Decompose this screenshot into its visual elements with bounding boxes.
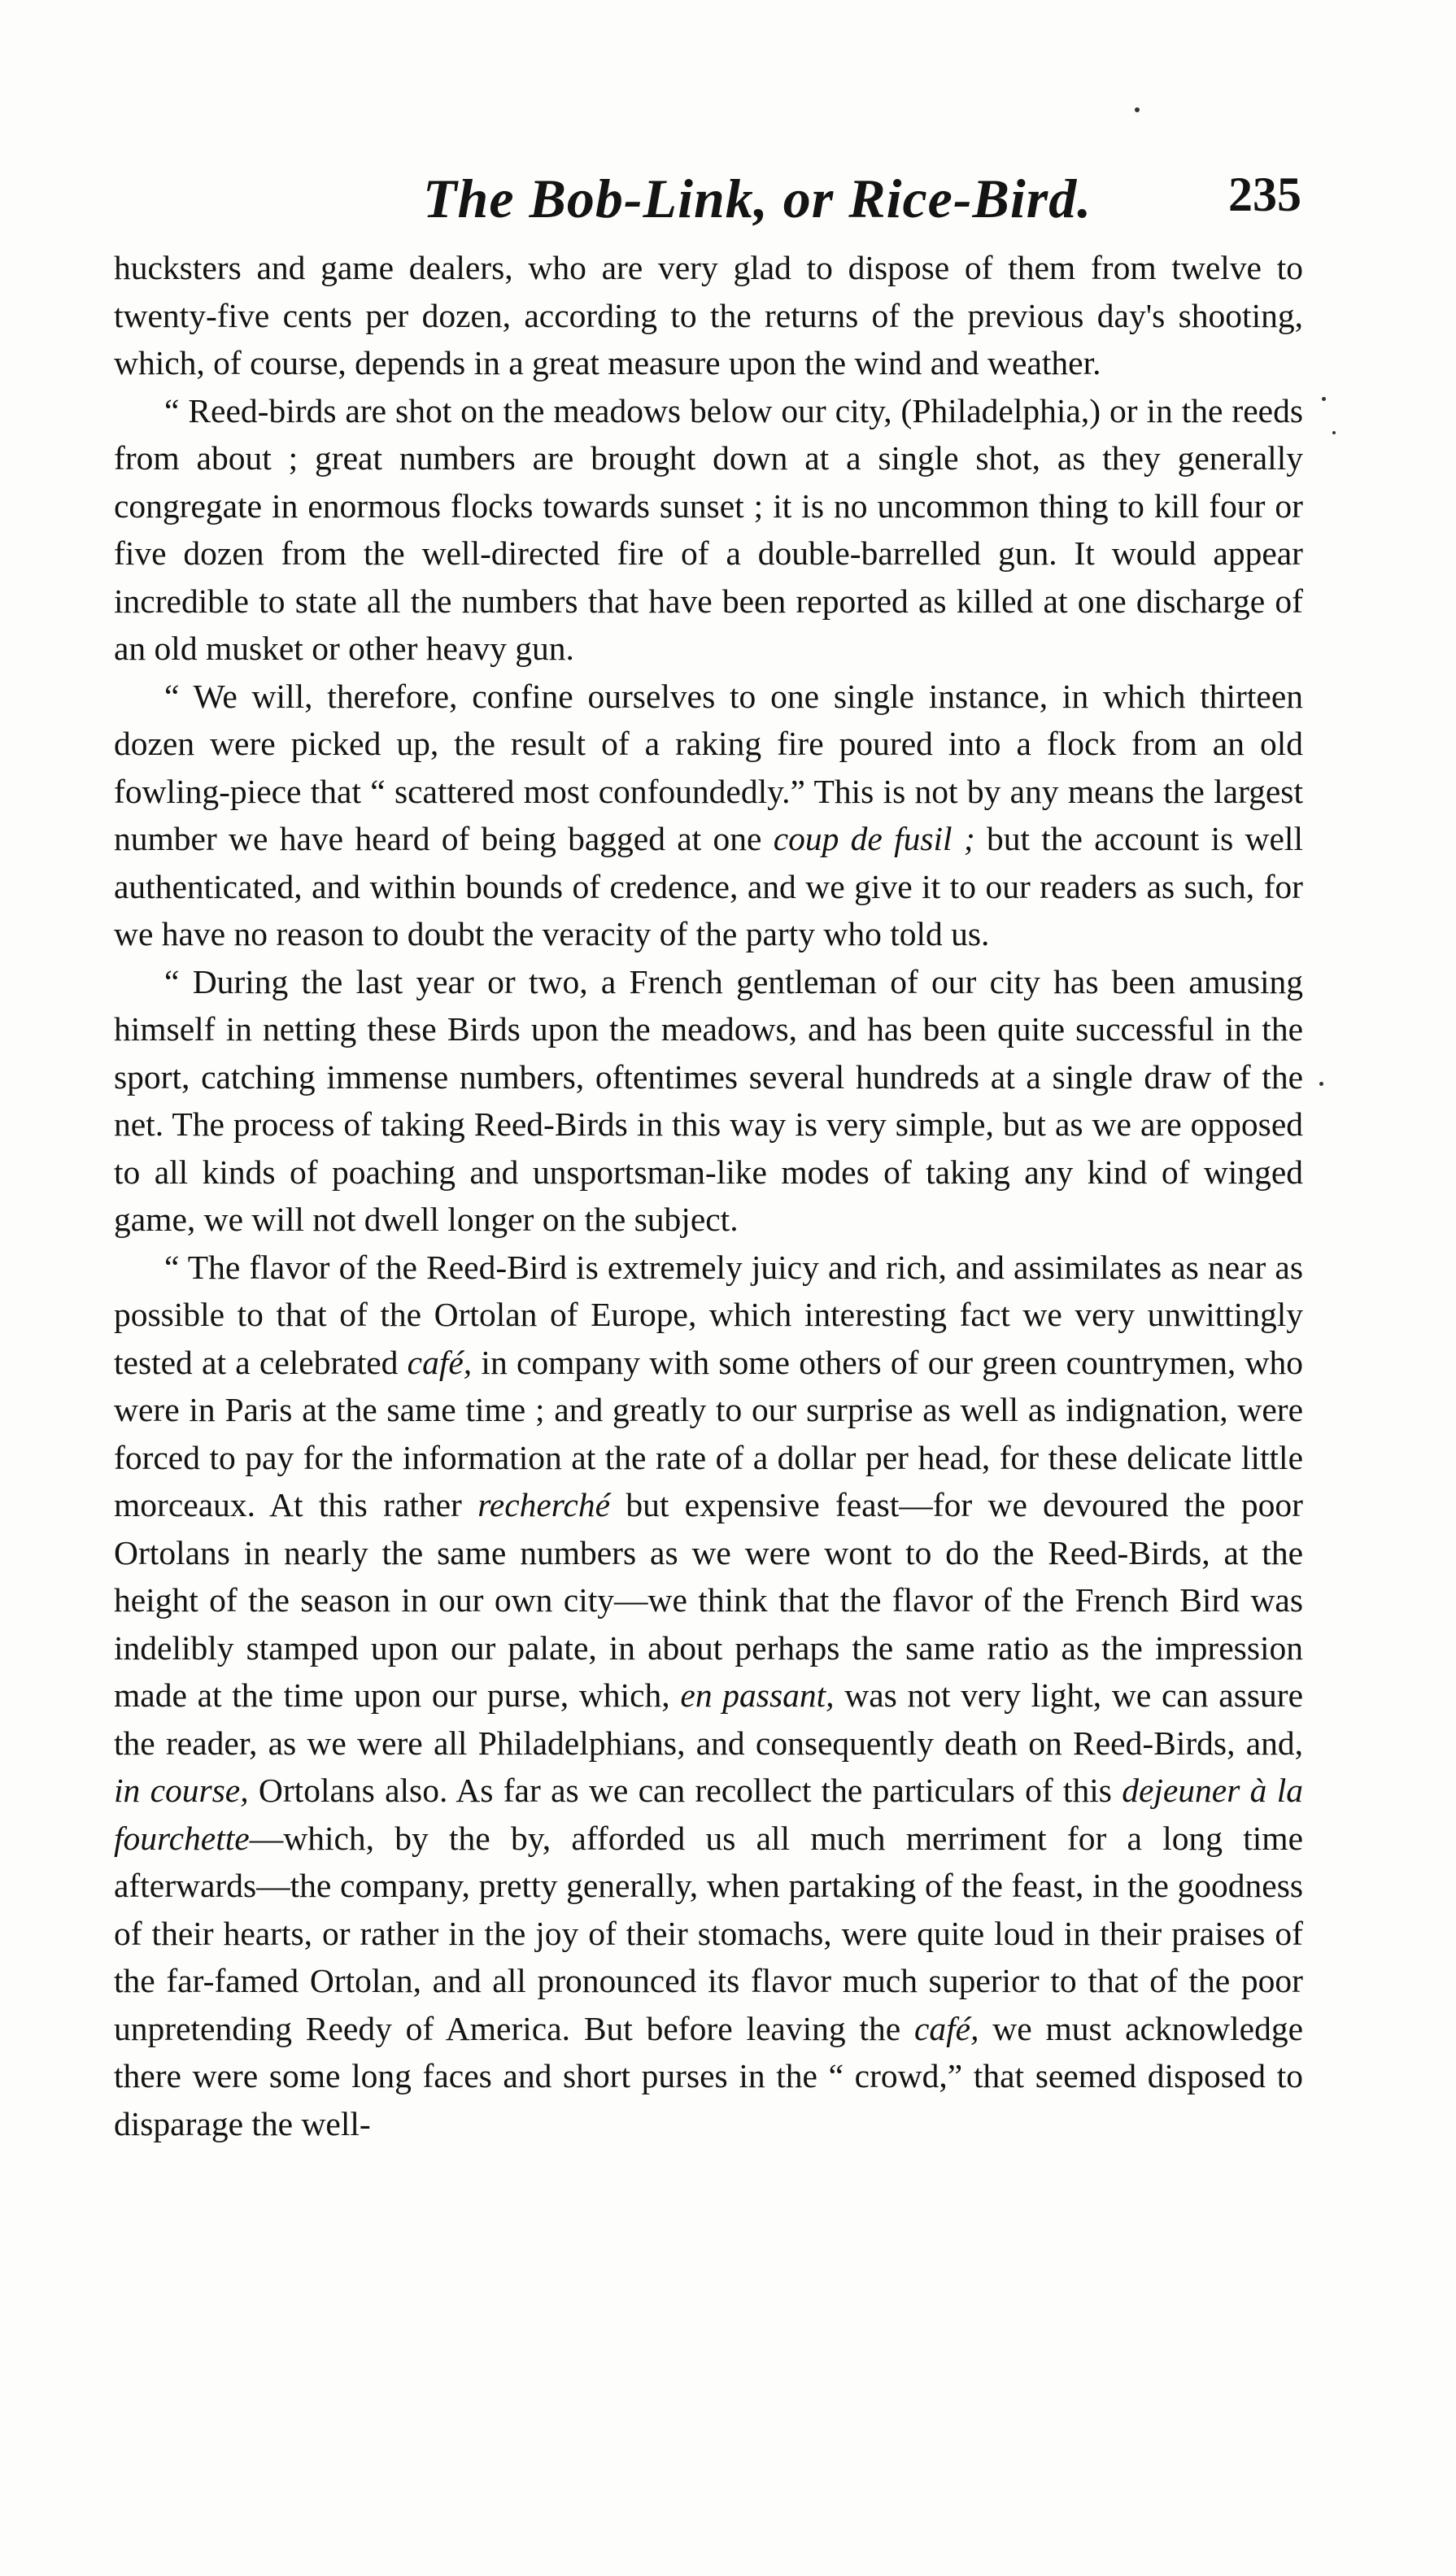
- italic-phrase: café,: [407, 1343, 473, 1381]
- text-run: “ We will, therefore, confine ourselves to one single instance, in which thirteen dozen were picked up, the result of a raking fire poured into a flock from an old fowling-piece that “ scattered most confoundedly.” This is not by any means the largest number we have heard of being bagged at one: [114, 677, 1303, 857]
- text-run: “ Reed-birds are shot on the meadows below our city, (Philadelphia,) or in the reeds from about ; great numbers are brought down at a single shot, as they generally congregate in enormous flocks towards sunset ; it is no uncommon thing to kill four or five dozen from the well-directed fire of a double-barrelled gun. It would appear incredible to state all the numbers that have been reported as killed at one discharge of an old musket or other heavy gun.: [114, 391, 1303, 667]
- paragraph: [114, 958, 1303, 1244]
- page-number: 235: [1228, 168, 1301, 221]
- paragraph: [114, 387, 1303, 673]
- paragraph: [114, 1244, 1303, 2148]
- text-run: in company with some others of our green countrymen, who were in Paris at the same time ; and greatly to our surprise as well as indignation, were forced to pay for the information at the rate of a dollar per head, for these delicate little morceaux. At this rather: [114, 1343, 1303, 1523]
- text-run: but the account is well authenticated, and within bounds of credence, and we give it to our readers as such, for we have no reason to doubt the veracity of the party who told us.: [114, 820, 1303, 952]
- running-header: [0, 167, 1456, 229]
- italic-phrase: coup de fusil ;: [773, 820, 975, 857]
- text-run: hucksters and game dealers, who are very glad to dispose of them from twelve to twenty-five cents per dozen, according to the returns of the previous day's shooting, which, of course, depends in a great measure upon the wind and weather.: [114, 249, 1303, 381]
- paragraph-continuation: [114, 244, 1303, 387]
- italic-phrase: recherché: [477, 1486, 611, 1523]
- italic-phrase: café,: [913, 2009, 979, 2047]
- print-speck: [1319, 1082, 1323, 1086]
- text-run: “ During the last year or two, a French gentleman of our city has been amusing himself in netting these Birds upon the meadows, and has been quite successful in the sport, catching immense numbers, oftentimes several hundreds at a single draw of the net. The process of taking Reed-Birds in this way is very simple, but as we are opposed to all kinds of poaching and unsportsman-like modes of taking any kind of winged game, we will not dwell longer on the subject.: [114, 962, 1303, 1238]
- running-title: The Bob-Link, or Rice-Bird.: [423, 168, 1092, 229]
- italic-phrase: en passant,: [680, 1676, 835, 1714]
- text-run: was not very light, we can assure the reader, as we were all Philadelphians, and consequently death on Reed-Birds, and,: [114, 1676, 1303, 1762]
- italic-phrase: in course,: [114, 1772, 249, 1809]
- print-speck: [1135, 107, 1140, 112]
- print-speck: [1322, 397, 1326, 401]
- text-run: “ The flavor of the Reed-Bird is extremely juicy and rich, and assimilates as near as possible to that of the Ortolan of Europe, which interesting fact we very unwittingly tested at a celebrated: [114, 1248, 1303, 1381]
- text-run: but expensive feast—for we devoured the poor Ortolans in nearly the same numbers as we were wont to do the Reed-Birds, at the height of the season in our own city—we think that the flavor of the French Bird was indelibly stamped upon our palate, in about perhaps the same ratio as the impression made at the time upon our purse, which,: [114, 1486, 1303, 1714]
- text-run: we must acknowledge there were some long faces and short purses in the “ crowd,” that seemed disposed to disparage the well-: [114, 2009, 1303, 2142]
- text-run: —which, by the by, afforded us all much merriment for a long time afterwards—the company, pretty generally, when partaking of the feast, in the goodness of their hearts, or rather in the joy of their stomachs, were quite loud in their praises of the far-famed Ortolan, and all pronounced its flavor much superior to that of the poor unpretending Reedy of America. But before leaving the: [114, 1819, 1303, 2047]
- paragraph: [114, 673, 1303, 958]
- print-speck: [1332, 431, 1336, 434]
- italic-phrase: dejeuner à la fourchette: [114, 1772, 1303, 1857]
- body-text: [114, 244, 1303, 2147]
- text-run: Ortolans also. As far as we can recollect the particulars of this: [248, 1772, 1123, 1809]
